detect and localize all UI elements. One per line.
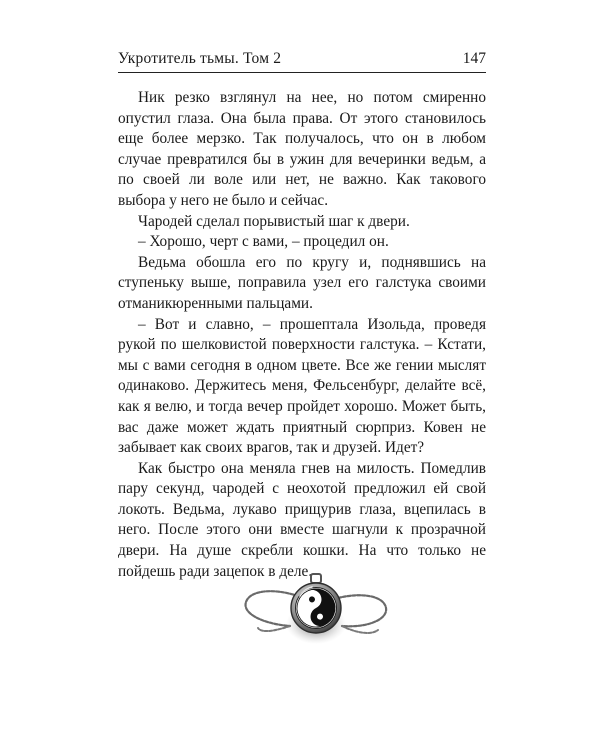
paragraph: Ведьма обошла его по кругу и, поднявшись на ступеньку выше, поправила узел его галстука своими отманикюренными пальцами.	[118, 253, 486, 312]
paragraph: – Хорошо, черт с вами, – процедил он.	[138, 233, 389, 251]
book-title: Укротитель тьмы. Том 2	[118, 50, 282, 67]
page-number: 147	[462, 50, 486, 67]
body-text	[118, 88, 486, 582]
yin-yang-pendant-icon	[238, 572, 392, 652]
paragraph: – Вот и славно, – прошептала Изольда, проведя рукой по шелковистой поверхности галстука. – Кстати, мы с вами сегодня в одном цвете. Все же гении мыслят одинаково. Держитесь меня, Фельсенбург, делайте всё, как я велю, и тогда вечер пройдет хорошо. Может быть, вас даже может ждать приятный сюрприз. Ковен не забывает как своих врагов, так и друзей. Идет?	[118, 315, 486, 457]
paragraph: Чародей сделал порывистый шаг к двери.	[138, 212, 410, 230]
running-header	[118, 50, 486, 73]
paragraph: Ник резко взглянул на нее, но потом смиренно опустил глаза. Она была права. От этого становилось еще более мерзко. Так получалось, что он в любом случае превратился бы в ужин для вечеринки ведьм, а по своей ли воле или нет, не важно. Как такового выбора у него не было и сейчас.	[118, 89, 486, 209]
paragraph: Как быстро она меняла гнев на милость. Помедлив пару секунд, чародей с неохотой предложил ей свой локоть. Ведьма, лукаво прищурив глаза, вцепилась в него. После этого они вместе шагнули к прозрачной двери. На душе скребли кошки. На что только не пойдешь ради зацепок в деле.	[118, 459, 486, 580]
